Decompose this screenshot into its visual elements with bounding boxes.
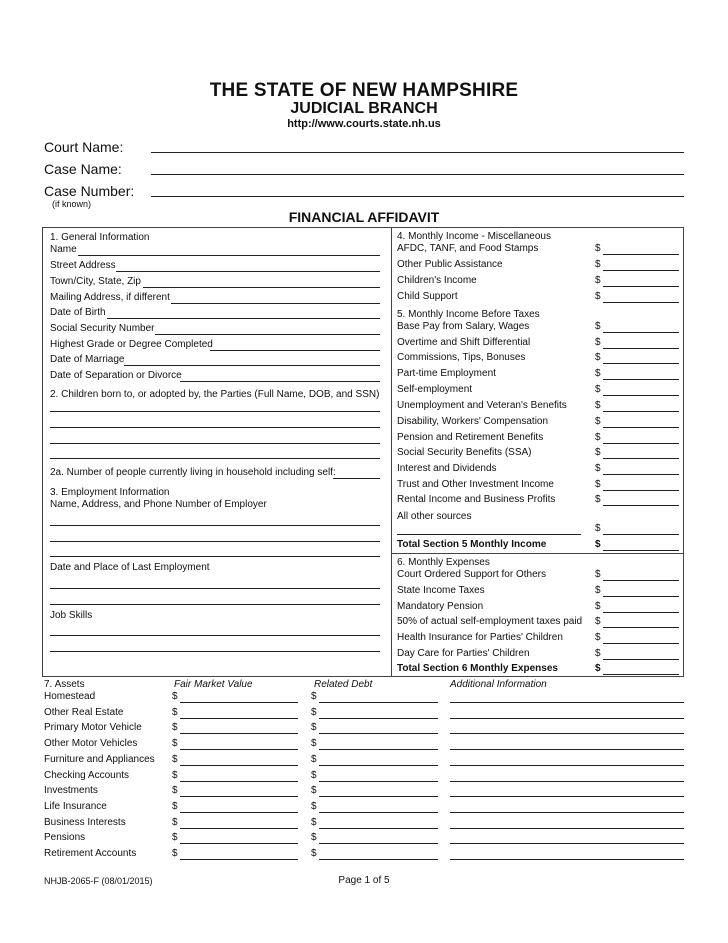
dollar-sign: $ (595, 648, 601, 659)
fair-market-value-field[interactable] (180, 718, 298, 719)
dollar-sign: $ (172, 817, 178, 828)
expense-item: Court Ordered Support for Others (397, 569, 546, 580)
employer-line[interactable] (50, 556, 380, 557)
marriage-date-field[interactable] (124, 365, 380, 366)
dollar-sign: $ (595, 616, 601, 627)
dollar-sign: $ (172, 832, 178, 843)
fair-market-value-field[interactable] (180, 796, 298, 797)
related-debt-field[interactable] (319, 765, 438, 766)
income-item: Base Pay from Salary, Wages (397, 321, 530, 332)
field-label: Town/City, State, Zip (50, 276, 141, 287)
asset-label: Homestead (44, 691, 96, 702)
dollar-sign: $ (595, 539, 601, 550)
related-debt-field[interactable] (319, 828, 438, 829)
additional-info-field[interactable] (450, 718, 684, 719)
dollar-sign: $ (311, 722, 317, 733)
last-employment-label: Date and Place of Last Employment (50, 562, 210, 573)
related-debt-field[interactable] (319, 749, 438, 750)
amount-field[interactable] (603, 411, 679, 412)
income-item: Trust and Other Investment Income (397, 479, 554, 490)
related-debt-field[interactable] (319, 702, 438, 703)
related-debt-field[interactable] (319, 843, 438, 844)
fmv-column-header: Fair Market Value (174, 679, 253, 690)
asset-label: Retirement Accounts (44, 848, 137, 859)
asset-label: Checking Accounts (44, 770, 130, 781)
asset-label: Investments (44, 785, 98, 796)
income-item: Self-employment (397, 384, 473, 395)
mailing-address-field[interactable] (171, 303, 380, 304)
expense-item: Health Insurance for Parties' Children (397, 632, 563, 643)
job-skills-label: Job Skills (50, 610, 93, 621)
asset-label: Furniture and Appliances (44, 754, 155, 765)
dollar-sign: $ (311, 707, 317, 718)
dollar-sign: $ (595, 384, 601, 395)
income-item: Unemployment and Veteran's Benefits (397, 400, 567, 411)
dollar-sign: $ (311, 817, 317, 828)
dollar-sign: $ (595, 632, 601, 643)
dollar-sign: $ (311, 785, 317, 796)
dollar-sign: $ (595, 368, 601, 379)
page-number: Page 1 of 5 (338, 875, 390, 886)
dollar-sign: $ (595, 479, 601, 490)
s6-total-label: Total Section 6 Monthly Expenses (397, 663, 558, 674)
court-name-field[interactable] (151, 152, 684, 153)
dollar-sign: $ (595, 447, 601, 458)
field-label: Date of Separation or Divorce (50, 370, 182, 381)
amount-field[interactable] (603, 270, 679, 271)
additional-info-field[interactable] (450, 765, 684, 766)
additional-info-field[interactable] (450, 828, 684, 829)
field-label: Highest Grade or Degree Completed (50, 339, 213, 350)
dollar-sign: $ (172, 754, 178, 765)
amount-field[interactable] (603, 395, 679, 396)
dollar-sign: $ (595, 601, 601, 612)
fair-market-value-field[interactable] (180, 828, 298, 829)
field-label: Date of Birth (50, 307, 106, 318)
income-item: Rental Income and Business Profits (397, 494, 556, 505)
case-number-label: Case Number: (44, 183, 135, 199)
if-known-note: (if known) (52, 199, 92, 209)
s6-title: 6. Monthly Expenses (397, 557, 490, 568)
additional-info-field[interactable] (450, 702, 684, 703)
other-source-field[interactable] (397, 534, 581, 535)
dollar-sign: $ (595, 569, 601, 580)
dollar-sign: $ (595, 291, 601, 302)
related-debt-field[interactable] (319, 812, 438, 813)
amount-field[interactable] (603, 332, 679, 333)
dollar-sign: $ (595, 337, 601, 348)
related-debt-field[interactable] (319, 796, 438, 797)
case-name-label: Case Name: (44, 161, 122, 177)
dollar-sign: $ (172, 722, 178, 733)
related-debt-field[interactable] (319, 733, 438, 734)
s4-title: 4. Monthly Income - Miscellaneous (397, 231, 551, 242)
additional-info-field[interactable] (450, 859, 684, 860)
info-column-header: Additional Information (450, 679, 547, 690)
s3-title: 3. Employment Information (50, 487, 170, 498)
household-count-field[interactable] (333, 478, 380, 479)
all-other-label: All other sources (397, 511, 472, 522)
dollar-sign: $ (172, 691, 178, 702)
income-item: Social Security Benefits (SSA) (397, 447, 532, 458)
income-item: Overtime and Shift Differential (397, 337, 531, 348)
dollar-sign: $ (595, 585, 601, 596)
separation-date-field[interactable] (180, 381, 380, 382)
employer-line[interactable] (50, 525, 380, 526)
dollar-sign: $ (595, 243, 601, 254)
court-name-label: Court Name: (44, 139, 124, 155)
dollar-sign: $ (311, 754, 317, 765)
form-id: NHJB-2065-F (08/01/2015) (44, 876, 153, 886)
fair-market-value-field[interactable] (180, 733, 298, 734)
s5-title: 5. Monthly Income Before Taxes (397, 309, 540, 320)
fair-market-value-field[interactable] (180, 859, 298, 860)
additional-info-field[interactable] (450, 843, 684, 844)
street-address-field[interactable] (116, 271, 380, 272)
related-debt-field[interactable] (319, 718, 438, 719)
children-line[interactable] (50, 411, 380, 412)
related-debt-field[interactable] (319, 859, 438, 860)
dollar-sign: $ (311, 832, 317, 843)
fair-market-value-field[interactable] (180, 702, 298, 703)
s3-subtitle: Name, Address, and Phone Number of Employer (50, 499, 267, 510)
income-item: Pension and Retirement Benefits (397, 432, 544, 443)
fair-market-value-field[interactable] (180, 749, 298, 750)
dollar-sign: $ (595, 494, 601, 505)
form-title: FINANCIAL AFFIDAVIT (288, 209, 440, 225)
dollar-sign: $ (595, 352, 601, 363)
additional-info-field[interactable] (450, 796, 684, 797)
dollar-sign: $ (595, 663, 601, 674)
amount-field[interactable] (603, 254, 679, 255)
field-label: Date of Marriage (50, 354, 125, 365)
dollar-sign: $ (595, 416, 601, 427)
amount-field[interactable] (603, 286, 679, 287)
amount-field[interactable] (603, 443, 679, 444)
s6-total-field[interactable] (603, 674, 679, 675)
amount-field[interactable] (603, 612, 679, 613)
asset-label: Life Insurance (44, 801, 107, 812)
court-url: http://www.courts.state.nh.us (287, 118, 441, 130)
income-item: Interest and Dividends (397, 463, 497, 474)
s2-title: 2. Children born to, or adopted by, the Parties (Full Name, DOB, and SSN) (50, 389, 380, 400)
dollar-sign: $ (311, 691, 317, 702)
amount-field[interactable] (603, 580, 679, 581)
expense-item: State Income Taxes (397, 585, 485, 596)
dollar-sign: $ (311, 848, 317, 859)
additional-info-field[interactable] (450, 781, 684, 782)
fair-market-value-field[interactable] (180, 812, 298, 813)
dollar-sign: $ (595, 432, 601, 443)
dollar-sign: $ (172, 770, 178, 781)
debt-column-header: Related Debt (314, 679, 373, 690)
assets-title: 7. Assets (44, 679, 85, 690)
case-number-field[interactable] (151, 196, 684, 197)
amount-field[interactable] (603, 302, 679, 303)
dollar-sign: $ (172, 848, 178, 859)
asset-label: Primary Motor Vehicle (44, 722, 142, 733)
education-field[interactable] (210, 350, 380, 351)
dollar-sign: $ (172, 707, 178, 718)
amount-field[interactable] (603, 490, 679, 491)
asset-label: Other Motor Vehicles (44, 738, 138, 749)
amount-field[interactable] (603, 379, 679, 380)
expense-item: 50% of actual self-employment taxes paid (397, 616, 583, 627)
dollar-sign: $ (172, 738, 178, 749)
dollar-sign: $ (595, 463, 601, 474)
job-skills-line[interactable] (50, 651, 380, 652)
job-skills-line[interactable] (50, 635, 380, 636)
income-item: Other Public Assistance (397, 259, 503, 270)
case-name-field[interactable] (151, 174, 684, 175)
dollar-sign: $ (595, 523, 601, 534)
last-employment-line[interactable] (50, 588, 380, 589)
amount-field[interactable] (603, 474, 679, 475)
column-divider (391, 227, 392, 677)
dollar-sign: $ (595, 321, 601, 332)
expense-item: Day Care for Parties' Children (397, 648, 530, 659)
amount-field[interactable] (603, 627, 679, 628)
s5-total-label: Total Section 5 Monthly Income (397, 539, 547, 550)
children-line[interactable] (50, 443, 380, 444)
dollar-sign: $ (311, 738, 317, 749)
dollar-sign: $ (311, 770, 317, 781)
town-city-field[interactable] (143, 287, 380, 288)
dollar-sign: $ (595, 400, 601, 411)
expense-item: Mandatory Pension (397, 601, 484, 612)
field-label: Street Address (50, 260, 116, 271)
name-field[interactable] (78, 255, 380, 256)
income-item: AFDC, TANF, and Food Stamps (397, 243, 539, 254)
employer-line[interactable] (50, 541, 380, 542)
fair-market-value-field[interactable] (180, 843, 298, 844)
state-heading: THE STATE OF NEW HAMPSHIRE (209, 80, 519, 101)
amount-field[interactable] (603, 505, 679, 506)
additional-info-field[interactable] (450, 733, 684, 734)
amount-field[interactable] (603, 427, 679, 428)
dollar-sign: $ (595, 275, 601, 286)
amount-field[interactable] (603, 596, 679, 597)
related-debt-field[interactable] (319, 781, 438, 782)
dob-field[interactable] (107, 318, 380, 319)
amount-field[interactable] (603, 458, 679, 459)
asset-label: Pensions (44, 832, 86, 843)
s5-total-field[interactable] (603, 550, 679, 551)
income-item: Disability, Workers' Compensation (397, 416, 549, 427)
field-label: Social Security Number (50, 323, 155, 334)
amount-field[interactable] (603, 659, 679, 660)
fair-market-value-field[interactable] (180, 765, 298, 766)
last-employment-line[interactable] (50, 604, 380, 605)
field-label: Mailing Address, if different (50, 292, 170, 303)
dollar-sign: $ (172, 785, 178, 796)
income-item: Commissions, Tips, Bonuses (397, 352, 526, 363)
dollar-sign: $ (311, 801, 317, 812)
asset-label: Other Real Estate (44, 707, 124, 718)
income-item: Child Support (397, 291, 458, 302)
fair-market-value-field[interactable] (180, 781, 298, 782)
dollar-sign: $ (172, 801, 178, 812)
s2a-label: 2a. Number of people currently living in household including self: (50, 467, 336, 478)
amount-field[interactable] (603, 348, 679, 349)
field-label: Name (50, 244, 77, 255)
s1-title: 1. General Information (50, 232, 150, 243)
children-line[interactable] (50, 427, 380, 428)
income-item: Part-time Employment (397, 368, 496, 379)
s5-divider (391, 553, 684, 554)
income-item: Children's Income (397, 275, 477, 286)
additional-info-field[interactable] (450, 749, 684, 750)
branch-heading: JUDICIAL BRANCH (290, 100, 438, 117)
additional-info-field[interactable] (450, 812, 684, 813)
children-line[interactable] (50, 458, 380, 459)
amount-field[interactable] (603, 363, 679, 364)
amount-field[interactable] (603, 534, 679, 535)
dollar-sign: $ (595, 259, 601, 270)
asset-label: Business Interests (44, 817, 126, 828)
ssn-field[interactable] (155, 334, 380, 335)
amount-field[interactable] (603, 643, 679, 644)
